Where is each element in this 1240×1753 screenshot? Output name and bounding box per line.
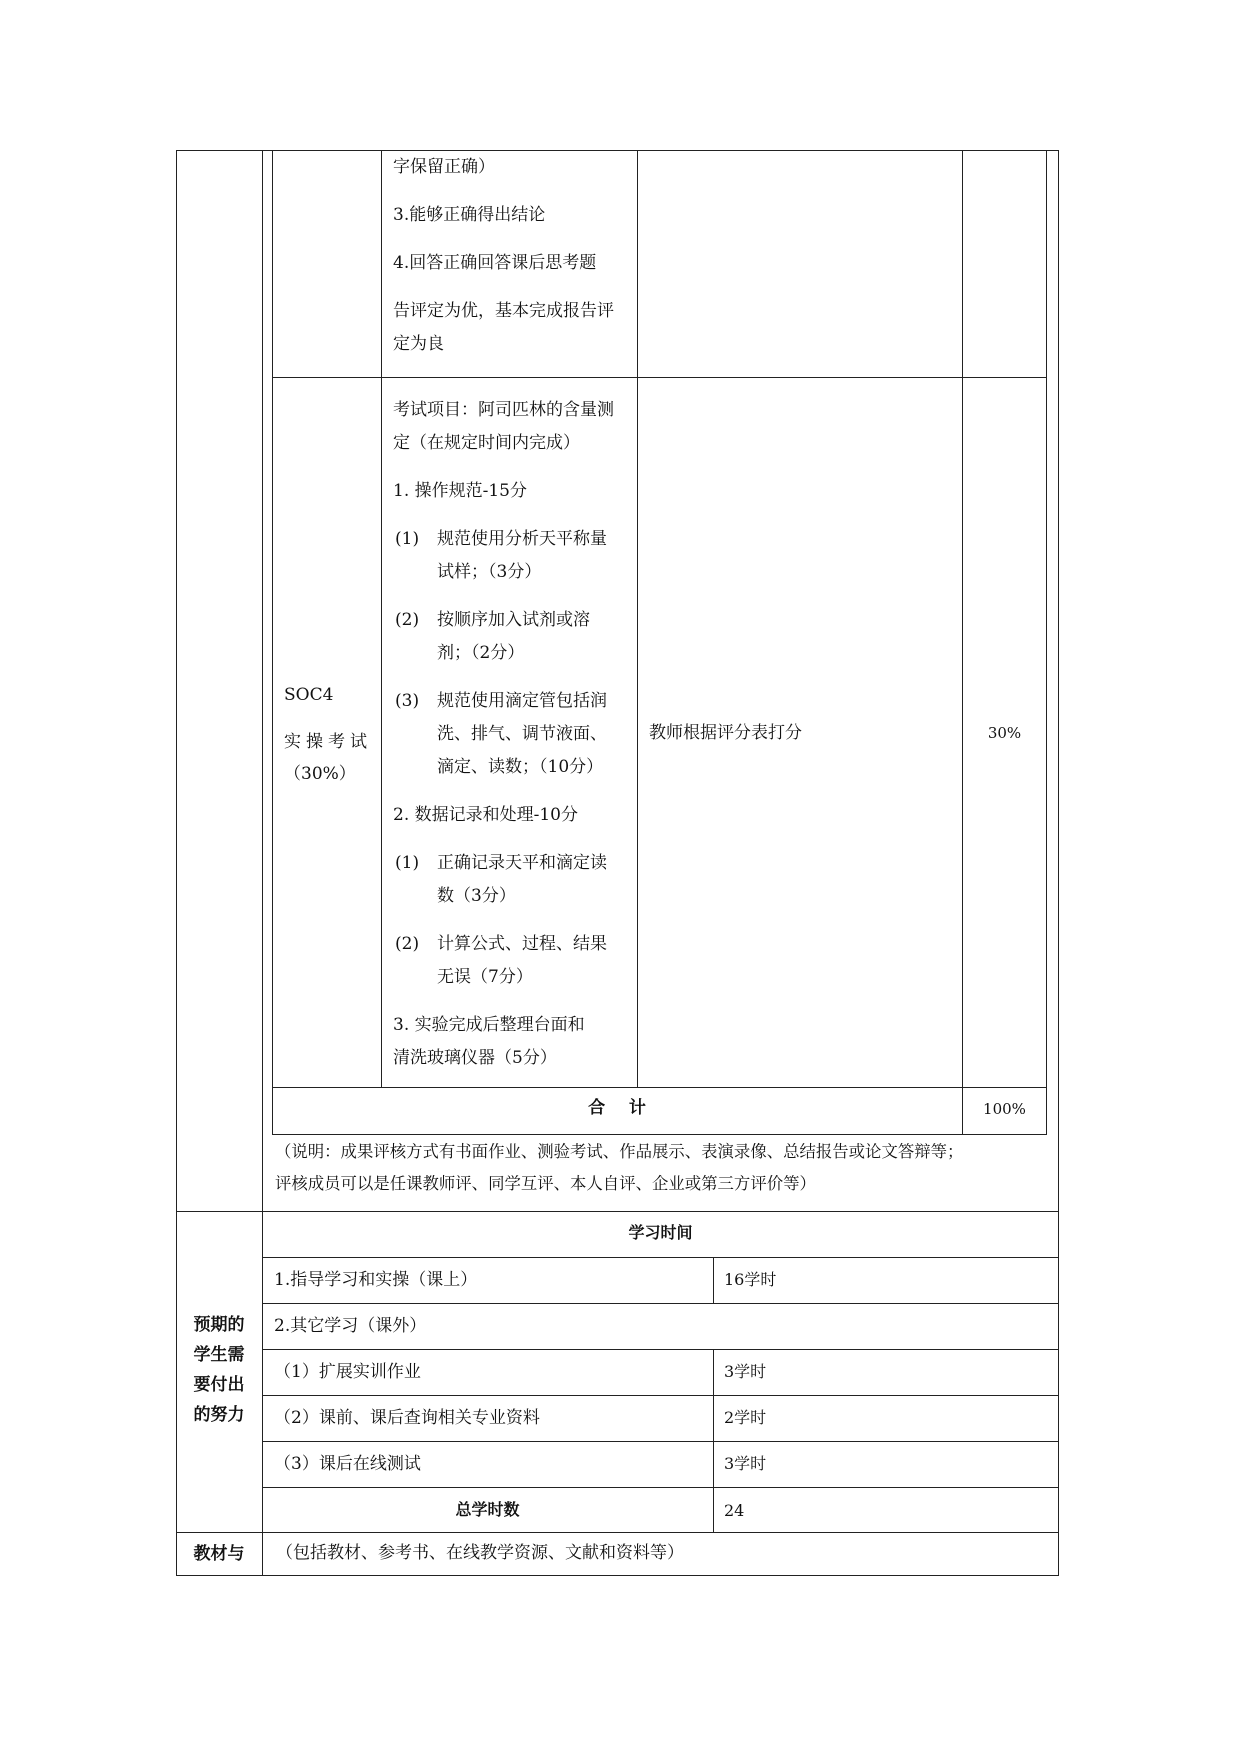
assessment-note-line2: 评核成员可以是任课教师评、同学互评、本人自评、企业或第三方评价等） — [275, 1174, 816, 1193]
assessment-table — [272, 150, 1047, 1135]
assessment-row-divider — [272, 377, 1047, 378]
soc4-weight: （30%） — [284, 764, 356, 784]
soc4-sub2a-num: (1) — [395, 853, 420, 873]
effort-row-4-hours: 2学时 — [724, 1408, 767, 1427]
soc4-intro-1: 考试项目：阿司匹林的含量测 — [393, 400, 614, 420]
effort-row-2-item: 2.其它学习（课外） — [274, 1316, 427, 1336]
effort-row-line-5 — [262, 1441, 1059, 1442]
effort-row-line-4 — [262, 1395, 1059, 1396]
cont-tail-1: 告评定为优，基本完成报告评 — [393, 301, 614, 321]
assessment-total-label: 合 计 — [588, 1098, 646, 1118]
soc4-sub1a-line2: 试样；（3分） — [437, 562, 542, 582]
soc4-sub2a-line1: 正确记录天平和滴定读 — [437, 853, 607, 873]
assessment-total-divider — [272, 1087, 1047, 1088]
effort-row-1-hours: 16学时 — [724, 1270, 777, 1289]
soc4-sub1b-line2: 剂；（2分） — [437, 643, 525, 663]
effort-row-3-hours: 3学时 — [724, 1362, 767, 1381]
cont-line-1: 字保留正确） — [393, 157, 495, 177]
soc4-sub1c-num: (3) — [395, 691, 420, 711]
section-divider-materials — [176, 1532, 1059, 1533]
soc4-percent: 30% — [987, 724, 1022, 742]
effort-row-4-item: （2）课前、课后查询相关专业资料 — [274, 1408, 540, 1428]
effort-label-line3: 要付出 — [193, 1375, 245, 1395]
soc4-sub2b-line2: 无误（7分） — [437, 967, 533, 987]
assessment-col-3 — [962, 150, 963, 1135]
soc4-sub1c-line2: 洗、排气、调节液面、 — [437, 724, 607, 744]
effort-row-3-item: （1）扩展实训作业 — [274, 1362, 421, 1382]
section-divider-effort — [176, 1211, 1059, 1212]
effort-label — [176, 1310, 262, 1430]
soc4-item-1: 1. 操作规范-15分 — [393, 481, 527, 501]
effort-label-line1: 预期的 — [193, 1315, 245, 1335]
assessment-col-1 — [381, 150, 382, 1087]
effort-row-line-6 — [262, 1487, 1059, 1488]
effort-row-5-hours: 3学时 — [724, 1454, 767, 1473]
soc4-method: 教师根据评分表打分 — [649, 723, 802, 743]
soc4-item-3-line2: 清洗玻璃仪器（5分） — [393, 1048, 557, 1068]
effort-col-divider-a — [713, 1257, 714, 1303]
soc4-sub2a-line2: 数（3分） — [437, 886, 516, 906]
effort-label-line4: 的努力 — [193, 1405, 245, 1425]
soc4-sub1b-num: (2) — [395, 610, 420, 630]
soc4-sub1b-line1: 按顺序加入试剂或溶 — [437, 610, 590, 630]
effort-col-divider-b — [713, 1349, 714, 1532]
effort-label-line2: 学生需 — [193, 1345, 245, 1365]
cont-line-3: 4.回答正确回答课后思考题 — [393, 253, 597, 273]
outer-label-divider — [262, 150, 263, 1576]
effort-header: 学习时间 — [628, 1223, 693, 1242]
soc4-sub2b-line1: 计算公式、过程、结果 — [437, 934, 607, 954]
soc4-sub1c-line1: 规范使用滴定管包括润 — [437, 691, 607, 711]
soc4-sub2b-num: (2) — [395, 934, 420, 954]
soc4-intro-2: 定（在规定时间内完成） — [393, 433, 580, 453]
effort-row-line-3 — [262, 1349, 1059, 1350]
soc4-sub1a-line1: 规范使用分析天平称量 — [437, 529, 607, 549]
cont-line-2: 3.能够正确得出结论 — [393, 205, 546, 225]
soc4-sub1a-num: (1) — [395, 529, 420, 549]
effort-row-line-2 — [262, 1303, 1059, 1304]
assessment-col-2 — [637, 150, 638, 1087]
materials-content: （包括教材、参考书、在线教学资源、文献和资料等） — [276, 1543, 684, 1563]
effort-row-1-item: 1.指导学习和实操（课上） — [274, 1270, 478, 1290]
assessment-total-value: 100% — [983, 1100, 1026, 1118]
soc4-sub1c-line3: 滴定、读数；（10分） — [437, 757, 604, 777]
soc4-item-2: 2. 数据记录和处理-10分 — [393, 805, 578, 825]
assessment-note-line1: （说明：成果评核方式有书面作业、测验考试、作品展示、表演录像、总结报告或论文答辩等； — [275, 1142, 964, 1161]
effort-total-value: 24 — [724, 1501, 745, 1520]
soc4-name: 实操考试 — [284, 732, 372, 752]
soc4-code: SOC4 — [284, 685, 334, 705]
effort-row-line-1 — [262, 1257, 1059, 1258]
effort-row-5-item: （3）课后在线测试 — [274, 1454, 421, 1474]
cont-tail-2: 定为良 — [393, 334, 444, 354]
materials-label: 教材与 — [193, 1544, 245, 1564]
soc4-item-3-line1: 3. 实验完成后整理台面和 — [393, 1015, 585, 1035]
effort-total-label: 总学时数 — [455, 1500, 520, 1519]
